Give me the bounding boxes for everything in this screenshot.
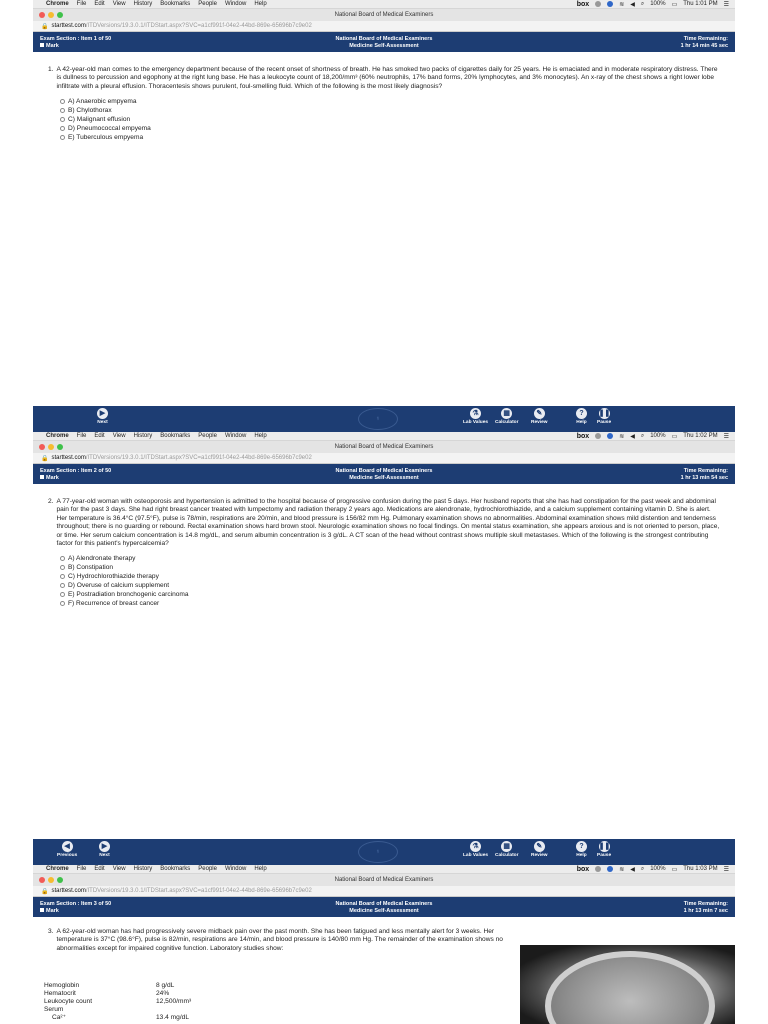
battery-icon[interactable]: ▭ <box>671 866 678 873</box>
lab-name: Leukocyte count <box>44 998 93 1005</box>
answer-choice-f[interactable] <box>60 599 720 608</box>
previous-arrow-icon[interactable]: ◀ <box>62 841 73 852</box>
zoom-window-button[interactable] <box>57 444 63 450</box>
lab-value: 12,500/mm³ <box>156 998 192 1005</box>
answer-choice-c[interactable] <box>60 115 720 124</box>
question-panel <box>33 484 735 608</box>
exam-section-label: Exam Section : Item 1 of 50 <box>40 36 112 42</box>
radio-button-icon[interactable] <box>60 583 65 588</box>
close-window-button[interactable] <box>39 12 45 18</box>
url-path: /ITDVersions/19.3.0.1/ITDStart.aspx?SVC=a1cf991f-04e2-44bd-869e-65696b7c9e02 <box>85 888 312 894</box>
help-label[interactable]: Help <box>576 853 587 858</box>
review-label[interactable]: Review <box>531 420 548 425</box>
lab-values-icon[interactable]: ⚗ <box>470 408 481 419</box>
time-remaining-label: Time Remaining: <box>683 901 728 907</box>
answer-label[interactable]: E) Tuberculous empyema <box>68 133 144 141</box>
chrome-status-icon[interactable] <box>607 1 613 7</box>
screenshot-3 <box>33 865 735 1024</box>
lab-name: Ca²⁺ <box>52 1014 67 1021</box>
pause-icon[interactable]: ❚❚ <box>598 843 611 850</box>
status-circle-icon[interactable] <box>595 433 601 439</box>
radio-button-icon[interactable] <box>60 592 65 597</box>
notification-center-icon[interactable]: ☰ <box>723 866 729 873</box>
review-label[interactable]: Review <box>531 853 548 858</box>
menu-people[interactable]: People <box>198 1 217 7</box>
address-bar[interactable] <box>33 21 735 32</box>
answer-choice-d[interactable] <box>60 581 720 590</box>
status-circle-icon[interactable] <box>595 866 601 872</box>
answer-choice-a[interactable] <box>60 554 720 563</box>
url-host: starttest.com <box>51 455 86 461</box>
calculator-icon[interactable]: ▦ <box>501 408 512 419</box>
lab-value: 8 g/dL <box>156 982 175 989</box>
exam-navbar <box>33 839 735 865</box>
spotlight-icon[interactable]: ⌕ <box>640 432 645 439</box>
radio-button-icon[interactable] <box>60 556 65 561</box>
question-stem <box>48 66 720 91</box>
battery-percent[interactable]: 100% <box>650 433 666 439</box>
lab-values-icon[interactable]: ⚗ <box>470 841 481 852</box>
answer-choice-e[interactable] <box>60 133 720 142</box>
address-bar[interactable] <box>33 453 735 464</box>
pause-icon[interactable]: ❚❚ <box>598 410 611 417</box>
question-stem <box>48 498 720 548</box>
calculator-button[interactable] <box>495 408 518 425</box>
answer-label[interactable]: E) Postradiation bronchogenic carcinoma <box>68 590 189 598</box>
answer-choice-d[interactable] <box>60 124 720 133</box>
help-button[interactable] <box>576 408 587 425</box>
window-titlebar <box>33 874 735 886</box>
menu-bookmarks[interactable]: Bookmarks <box>160 433 191 439</box>
answer-choice-b[interactable] <box>60 106 720 115</box>
menu-help[interactable]: Help <box>254 1 267 7</box>
question-number: 2. <box>48 498 54 505</box>
exam-header <box>33 32 735 52</box>
next-button[interactable] <box>99 841 110 858</box>
answer-label[interactable]: F) Recurrence of breast cancer <box>68 599 160 607</box>
answer-choice-a[interactable] <box>60 97 720 106</box>
lab-name: Hematocrit <box>44 990 76 997</box>
mark-label[interactable]: Mark <box>46 42 59 49</box>
radio-button-icon[interactable] <box>60 135 65 140</box>
previous-button[interactable] <box>57 841 77 858</box>
window-title: National Board of Medical Examiners <box>334 877 434 883</box>
battery-icon[interactable]: ▭ <box>671 433 678 440</box>
lab-values-label[interactable]: Lab Values <box>463 420 489 425</box>
time-remaining-value: 1 hr 14 min 45 sec <box>680 42 728 49</box>
wifi-icon[interactable]: ≋ <box>619 866 625 873</box>
screenshot-2 <box>33 432 735 865</box>
answer-choice-c[interactable] <box>60 572 720 581</box>
exam-section-label: Exam Section : Item 2 of 50 <box>40 468 112 474</box>
menu-edit[interactable]: Edit <box>94 433 105 439</box>
minimize-window-button[interactable] <box>48 12 54 18</box>
radio-button-icon[interactable] <box>60 601 65 606</box>
menu-file[interactable]: File <box>76 866 87 872</box>
exam-name: Medicine Self-Assessment <box>349 474 419 481</box>
battery-percent[interactable]: 100% <box>650 1 666 7</box>
box-logo[interactable]: box <box>576 432 590 440</box>
window-title: National Board of Medical Examiners <box>334 444 434 450</box>
menu-help[interactable]: Help <box>254 866 267 872</box>
clock[interactable]: Thu 1:02 PM <box>683 433 718 439</box>
lab-values-button[interactable] <box>463 841 488 858</box>
mac-menubar <box>33 865 735 874</box>
time-remaining-label: Time Remaining: <box>683 36 728 42</box>
volume-icon[interactable]: ◀ <box>630 1 635 8</box>
lab-results-table <box>44 982 246 1022</box>
question-text: A 77-year-old woman with osteoporosis and hypertension is admitted to the hospital because of progressive confusion during the past 5 days. Her husband reports that she has had constipation for the past week and abdominal pain for the past 3 days. She had right breast cancer treated with lumpectomy and radiation therapy 2 years ago. Medications are alendronate, hydrochlorothiazide, and a calcium supplement containing vitamin D. She is alert. Her temperature is 36.4°C (97.5°F), pulse is 78/min, respirations are 20/min, and blood pressure is 156/82 mm Hg. Pulmonary examination shows no abnormalities. Abdominal examination shows mild distention and tenderness throughout; there is no guarding or rebound. Rectal examination shows hard brown stool. Neurologic examination shows no focal findings. On mental status examination, she appears anxious and is not oriented to person, place, or time. Her serum calcium concentration is 14.8 mg/dL, and serum albumin concentration is 3 g/dL. A CT scan of the head without contrast shows multiple skull metastases. Which of the following is the strongest contributing factor for this patient's hypercalcemia? <box>56 498 720 548</box>
exam-header <box>33 897 735 917</box>
time-remaining-value: 1 hr 13 min 7 sec <box>683 907 728 914</box>
minimize-window-button[interactable] <box>48 877 54 883</box>
battery-icon[interactable]: ▭ <box>671 1 678 8</box>
help-icon[interactable]: ? <box>576 841 587 852</box>
radio-button-icon[interactable] <box>60 574 65 579</box>
minimize-window-button[interactable] <box>48 444 54 450</box>
answer-label[interactable]: C) Hydrochlorothiazide therapy <box>68 572 159 580</box>
question-text: A 62-year-old woman has had progressively severe midback pain over the past month. She has been fatigued and less mentally alert for 3 weeks. Her temperature is 37°C (98.6°F), pulse is 82/min, respirations are 14/min, and blood pressure is 140/80 mm Hg. The remainder of the examination shows no abnormalities except for impaired cognitive function. Laboratory studies show: <box>56 928 503 952</box>
nbme-seal-logo: ⚕ <box>358 841 398 863</box>
skull-shape <box>545 951 715 1024</box>
lock-icon: 🔒 <box>41 455 49 462</box>
mark-label[interactable]: Mark <box>46 907 59 914</box>
next-button[interactable] <box>97 408 108 425</box>
mac-menubar <box>33 0 735 9</box>
calculator-label[interactable]: Calculator <box>495 420 519 425</box>
answer-label[interactable]: D) Overuse of calcium supplement <box>68 581 170 589</box>
window-title: National Board of Medical Examiners <box>334 12 434 18</box>
help-label[interactable]: Help <box>576 420 587 425</box>
screenshot-1 <box>33 0 735 432</box>
review-button[interactable] <box>531 841 548 858</box>
menu-app-name[interactable]: Chrome <box>46 433 69 439</box>
menu-people[interactable]: People <box>198 866 217 872</box>
menu-people[interactable]: People <box>198 433 217 439</box>
clock[interactable]: Thu 1:03 PM <box>683 866 718 872</box>
exam-name: Medicine Self-Assessment <box>349 42 419 49</box>
calculator-icon[interactable]: ▦ <box>501 841 512 852</box>
volume-icon[interactable]: ◀ <box>630 866 635 873</box>
answer-label[interactable]: B) Constipation <box>68 563 114 571</box>
box-logo[interactable]: box <box>576 865 590 873</box>
menu-history[interactable]: History <box>133 1 153 7</box>
answer-label[interactable]: D) Pneumococcal empyema <box>68 124 151 132</box>
exam-board-title: National Board of Medical Examiners <box>335 901 433 907</box>
chrome-status-icon[interactable] <box>607 433 613 439</box>
box-logo[interactable]: box <box>576 0 590 8</box>
exam-section-label: Exam Section : Item 3 of 50 <box>40 901 112 907</box>
answer-choice-b[interactable] <box>60 563 720 572</box>
lab-name: Serum <box>44 1006 64 1013</box>
menu-file[interactable]: File <box>76 433 87 439</box>
question-number: 1. <box>48 66 54 73</box>
zoom-window-button[interactable] <box>57 12 63 18</box>
window-titlebar <box>33 9 735 21</box>
exam-header <box>33 464 735 484</box>
exam-navbar <box>33 406 735 432</box>
question-stem <box>48 928 505 953</box>
next-label[interactable]: Next <box>99 853 110 858</box>
wifi-icon[interactable]: ≋ <box>619 1 625 8</box>
nbme-seal-logo: ⚕ <box>358 408 398 430</box>
lock-icon: 🔒 <box>41 23 49 30</box>
question-panel <box>33 52 735 142</box>
radio-button-icon[interactable] <box>60 108 65 113</box>
next-label[interactable]: Next <box>97 420 108 425</box>
status-circle-icon[interactable] <box>595 1 601 7</box>
url-path: /ITDVersions/19.3.0.1/ITDStart.aspx?SVC=a1cf991f-04e2-44bd-869e-65696b7c9e02 <box>85 23 312 29</box>
spotlight-icon[interactable]: ⌕ <box>640 0 645 7</box>
lab-value <box>156 1006 246 1014</box>
radio-button-icon[interactable] <box>60 117 65 122</box>
answer-label[interactable]: C) Malignant effusion <box>68 115 131 123</box>
mark-label[interactable]: Mark <box>46 474 59 481</box>
url-path: /ITDVersions/19.3.0.1/ITDStart.aspx?SVC=a1cf991f-04e2-44bd-869e-65696b7c9e02 <box>85 455 312 461</box>
radio-button-icon[interactable] <box>60 99 65 104</box>
calculator-button[interactable] <box>495 841 518 858</box>
menu-app-name[interactable]: Chrome <box>46 1 69 7</box>
menu-app-name[interactable]: Chrome <box>46 866 69 872</box>
notification-center-icon[interactable]: ☰ <box>723 1 729 8</box>
menu-file[interactable]: File <box>76 1 87 7</box>
menu-view[interactable]: View <box>112 1 126 7</box>
next-arrow-icon[interactable]: ▶ <box>99 841 110 852</box>
previous-label[interactable]: Previous <box>57 853 78 858</box>
chrome-status-icon[interactable] <box>607 866 613 872</box>
menu-edit[interactable]: Edit <box>94 866 105 872</box>
review-icon[interactable]: ✎ <box>534 408 545 419</box>
exam-board-title: National Board of Medical Examiners <box>335 468 433 474</box>
volume-icon[interactable]: ◀ <box>630 433 635 440</box>
time-remaining-value: 1 hr 13 min 54 sec <box>680 474 728 481</box>
answer-choices <box>60 554 720 608</box>
menu-bookmarks[interactable]: Bookmarks <box>160 866 191 872</box>
pause-button[interactable] <box>597 841 611 858</box>
menu-edit[interactable]: Edit <box>94 1 105 7</box>
radio-button-icon[interactable] <box>60 565 65 570</box>
exam-board-title: National Board of Medical Examiners <box>335 36 433 42</box>
lab-values-button[interactable] <box>463 408 488 425</box>
menu-view[interactable]: View <box>112 866 126 872</box>
answer-label[interactable]: A) Alendronate therapy <box>68 554 136 562</box>
help-icon[interactable]: ? <box>576 408 587 419</box>
window-titlebar <box>33 441 735 453</box>
radio-button-icon[interactable] <box>60 126 65 131</box>
close-window-button[interactable] <box>39 444 45 450</box>
wifi-icon[interactable]: ≋ <box>619 433 625 440</box>
menu-view[interactable]: View <box>112 433 126 439</box>
pause-button[interactable] <box>597 408 611 425</box>
menu-window[interactable]: Window <box>224 866 247 872</box>
lab-values-label[interactable]: Lab Values <box>463 853 489 858</box>
skull-xray-image[interactable] <box>520 945 735 1024</box>
notification-center-icon[interactable]: ☰ <box>723 433 729 440</box>
help-button[interactable] <box>576 841 587 858</box>
address-bar[interactable] <box>33 886 735 897</box>
menu-help[interactable]: Help <box>254 433 267 439</box>
answer-label[interactable]: B) Chylothorax <box>68 106 112 114</box>
menu-window[interactable]: Window <box>224 433 247 439</box>
review-button[interactable] <box>531 408 548 425</box>
battery-percent[interactable]: 100% <box>650 866 666 872</box>
answer-label[interactable]: A) Anaerobic empyema <box>68 97 137 105</box>
menu-bookmarks[interactable]: Bookmarks <box>160 1 191 7</box>
lab-value: 13.4 mg/dL <box>156 1014 189 1021</box>
calculator-label[interactable]: Calculator <box>495 853 519 858</box>
lab-value: 24% <box>156 990 170 997</box>
menu-window[interactable]: Window <box>224 1 247 7</box>
question-number: 3. <box>48 928 54 935</box>
spotlight-icon[interactable]: ⌕ <box>640 865 645 872</box>
review-icon[interactable]: ✎ <box>534 841 545 852</box>
zoom-window-button[interactable] <box>57 877 63 883</box>
question-text: A 42-year-old man comes to the emergency department because of the recent onset of shortness of breath. He has smoked two packs of cigarettes daily for 25 years. He is emaciated and in moderate respiratory distress. There is dullness to percussion and egophony at the right lung base. He has a leukocyte count of 18,200/mm³ (60% neutrophils, 17% band forms, 20% lymphocytes, and 3% monocytes). An x-ray of the chest shows a right lower lobe infiltrate with a pleural effusion. Thoracentesis shows purulent, foul-smelling fluid. Which of the following is the most likely diagnosis? <box>56 66 718 90</box>
mac-menubar <box>33 432 735 441</box>
close-window-button[interactable] <box>39 877 45 883</box>
pause-label[interactable]: Pause <box>597 420 612 425</box>
lock-icon: 🔒 <box>41 888 49 895</box>
lab-name: Hemoglobin <box>44 982 80 989</box>
menu-history[interactable]: History <box>133 866 153 872</box>
time-remaining-label: Time Remaining: <box>683 468 728 474</box>
clock[interactable]: Thu 1:01 PM <box>683 1 718 7</box>
pause-label[interactable]: Pause <box>597 853 612 858</box>
answer-choices <box>60 97 720 142</box>
next-arrow-icon[interactable]: ▶ <box>97 408 108 419</box>
url-host: starttest.com <box>51 23 86 29</box>
menu-history[interactable]: History <box>133 433 153 439</box>
url-host: starttest.com <box>51 888 86 894</box>
exam-name: Medicine Self-Assessment <box>349 907 419 914</box>
answer-choice-e[interactable] <box>60 590 720 599</box>
